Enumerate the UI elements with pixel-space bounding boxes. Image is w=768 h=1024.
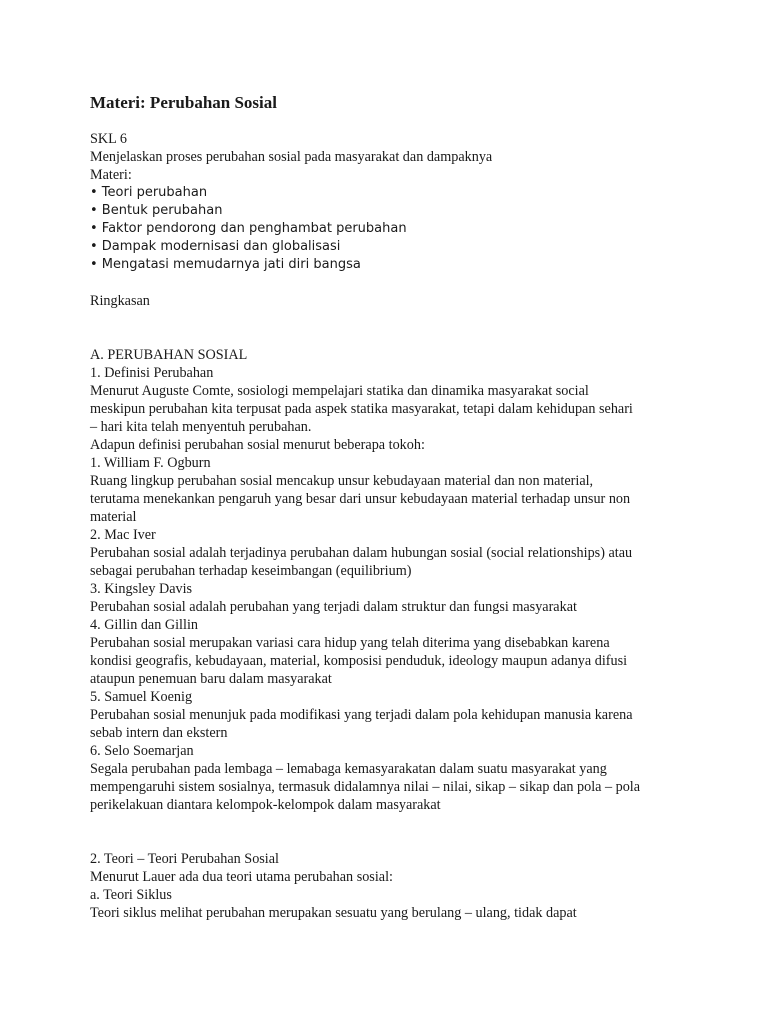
section-heading: 2. Teori – Teori Perubahan Sosial bbox=[90, 851, 279, 867]
paragraph-line: material bbox=[90, 509, 137, 525]
paragraph-line: meskipun perubahan kita terpusat pada aspek statika masyarakat, tetapi dalam kehidupan sehari bbox=[90, 401, 633, 417]
definitions-intro: Adapun definisi perubahan sosial menurut beberapa tokoh: bbox=[90, 437, 425, 453]
figure-name: 3. Kingsley Davis bbox=[90, 581, 193, 597]
paragraph-line: sebab intern dan ekstern bbox=[90, 725, 228, 741]
document-title: Materi: Perubahan Sosial bbox=[90, 93, 277, 112]
section-intro: Menurut Lauer ada dua teori utama perubahan sosial: bbox=[90, 869, 393, 885]
paragraph-line: kondisi geografis, kebudayaan, material, komposisi penduduk, ideology maupun adanya difusi bbox=[90, 653, 628, 669]
paragraph-line: sebagai perubahan terhadap keseimbangan (equilibrium) bbox=[90, 563, 412, 579]
paragraph-line: Menurut Auguste Comte, sosiologi mempelajari statika dan dinamika masyarakat social bbox=[90, 383, 589, 399]
skl-code: SKL 6 bbox=[90, 131, 127, 147]
section-heading: A. PERUBAHAN SOSIAL bbox=[90, 347, 248, 363]
figure-name: 1. William F. Ogburn bbox=[90, 455, 211, 471]
list-item: • Faktor pendorong dan penghambat perubahan bbox=[90, 221, 407, 236]
skl-description: Menjelaskan proses perubahan sosial pada masyarakat dan dampaknya bbox=[90, 149, 493, 165]
paragraph-line: – hari kita telah menyentuh perubahan. bbox=[90, 419, 312, 435]
figure-name: 2. Mac Iver bbox=[90, 527, 156, 543]
list-item: • Dampak modernisasi dan globalisasi bbox=[90, 239, 341, 254]
paragraph-line: Perubahan sosial adalah terjadinya perubahan dalam hubungan sosial (social relationships) atau bbox=[90, 545, 633, 561]
summary-label: Ringkasan bbox=[90, 293, 150, 309]
figure-name: 4. Gillin dan Gillin bbox=[90, 617, 198, 633]
figure-name: 6. Selo Soemarjan bbox=[90, 743, 194, 759]
subsection-heading: a. Teori Siklus bbox=[90, 887, 172, 903]
paragraph-line: Perubahan sosial merupakan variasi cara hidup yang telah diterima yang disebabkan karena bbox=[90, 635, 610, 651]
paragraph-line: Segala perubahan pada lembaga – lemabaga kemasyarakatan dalam suatu masyarakat yang bbox=[90, 761, 607, 777]
paragraph-line: perikelakuan diantara kelompok-kelompok dalam masyarakat bbox=[90, 797, 441, 813]
subsection-heading: 1. Definisi Perubahan bbox=[90, 365, 214, 381]
list-item: • Bentuk perubahan bbox=[90, 203, 223, 218]
paragraph-line: Teori siklus melihat perubahan merupakan sesuatu yang berulang – ulang, tidak dapat bbox=[90, 905, 577, 921]
paragraph-line: Perubahan sosial adalah perubahan yang terjadi dalam struktur dan fungsi masyarakat bbox=[90, 599, 577, 615]
list-item: • Mengatasi memudarnya jati diri bangsa bbox=[90, 257, 361, 272]
materi-label: Materi: bbox=[90, 167, 132, 183]
list-item: • Teori perubahan bbox=[90, 185, 208, 200]
paragraph-line: mempengaruhi sistem sosialnya, termasuk didalamnya nilai – nilai, sikap – sikap dan pola – pola bbox=[90, 779, 641, 795]
paragraph-line: Perubahan sosial menunjuk pada modifikasi yang terjadi dalam pola kehidupan manusia karena bbox=[90, 707, 633, 723]
document-body bbox=[90, 130, 730, 922]
paragraph-line: Ruang lingkup perubahan sosial mencakup unsur kebudayaan material dan non material, bbox=[90, 473, 594, 489]
paragraph-line: ataupun penemuan baru dalam masyarakat bbox=[90, 671, 332, 687]
figure-name: 5. Samuel Koenig bbox=[90, 689, 193, 705]
paragraph-line: terutama menekankan pengaruh yang besar dari unsur kebudayaan material terhadap unsur non bbox=[90, 491, 631, 507]
